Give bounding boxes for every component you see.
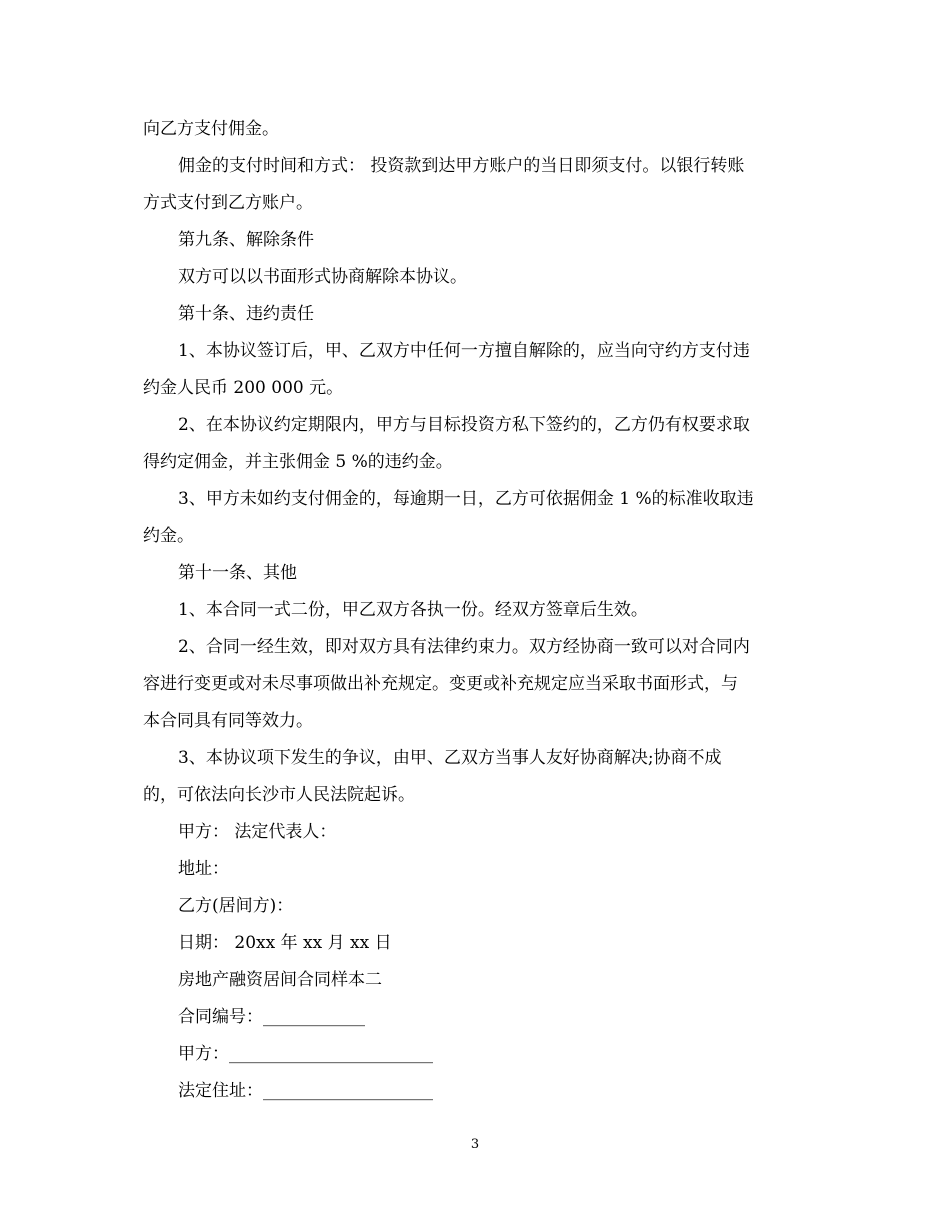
text-line: 1、本协议签订后，甲、乙双方中任何一方擅自解除的，应当向守约方支付违 (178, 341, 750, 361)
text-line: 2、在本协议约定期限内，甲方与目标投资方私下签约的，乙方仍有权要求取 (178, 415, 750, 435)
page-number: 3 (470, 1137, 480, 1152)
text-line: 得约定佣金，并主张佣金 5 %的违约金。 (143, 452, 453, 472)
text-line: 法定住址：____________________ (178, 1081, 433, 1101)
text-line: 合同编号：____________ (178, 1007, 365, 1027)
text-line: 2、合同一经生效，即对双方具有法律约束力。双方经协商一致可以对合同内 (178, 637, 750, 657)
text-line: 甲方： 法定代表人： (178, 822, 337, 842)
text-line: 第九条、解除条件 (178, 230, 314, 250)
text-line: 方式支付到乙方账户。 (143, 193, 313, 213)
text-line: 本合同具有同等效力。 (143, 711, 313, 731)
text-line: 地址： (178, 859, 229, 879)
text-line: 3、本协议项下发生的争议，由甲、乙双方当事人友好协商解决;协商不成 (178, 748, 722, 768)
text-line: 第十一条、其他 (178, 563, 297, 583)
text-line: 佣金的支付时间和方式： 投资款到达甲方账户的当日即须支付。以银行转账 (178, 156, 745, 176)
text-line: 第十条、违约责任 (178, 304, 314, 324)
text-line: 的，可依法向长沙市人民法院起诉。 (143, 785, 415, 805)
text-line: 向乙方支付佣金。 (143, 119, 279, 139)
text-line: 乙方(居间方)： (178, 896, 294, 916)
text-line: 日期： 20xx 年 xx 月 xx 日 (178, 933, 392, 953)
text-line: 约金人民币 200 000 元。 (143, 378, 344, 398)
document-body (143, 111, 813, 1110)
text-line: 甲方：________________________ (178, 1044, 433, 1064)
text-line: 3、甲方未如约支付佣金的，每逾期一日，乙方可依据佣金 1 %的标准收取违 (178, 489, 754, 509)
text-line: 约金。 (143, 526, 194, 546)
text-line: 1、本合同一式二份，甲乙双方各执一份。经双方签章后生效。 (178, 600, 648, 620)
text-line: 容进行变更或对未尽事项做出补充规定。变更或补充规定应当采取书面形式，与 (143, 674, 738, 694)
text-line: 双方可以以书面形式协商解除本协议。 (178, 267, 467, 287)
text-line: 房地产融资居间合同样本二 (178, 970, 382, 990)
